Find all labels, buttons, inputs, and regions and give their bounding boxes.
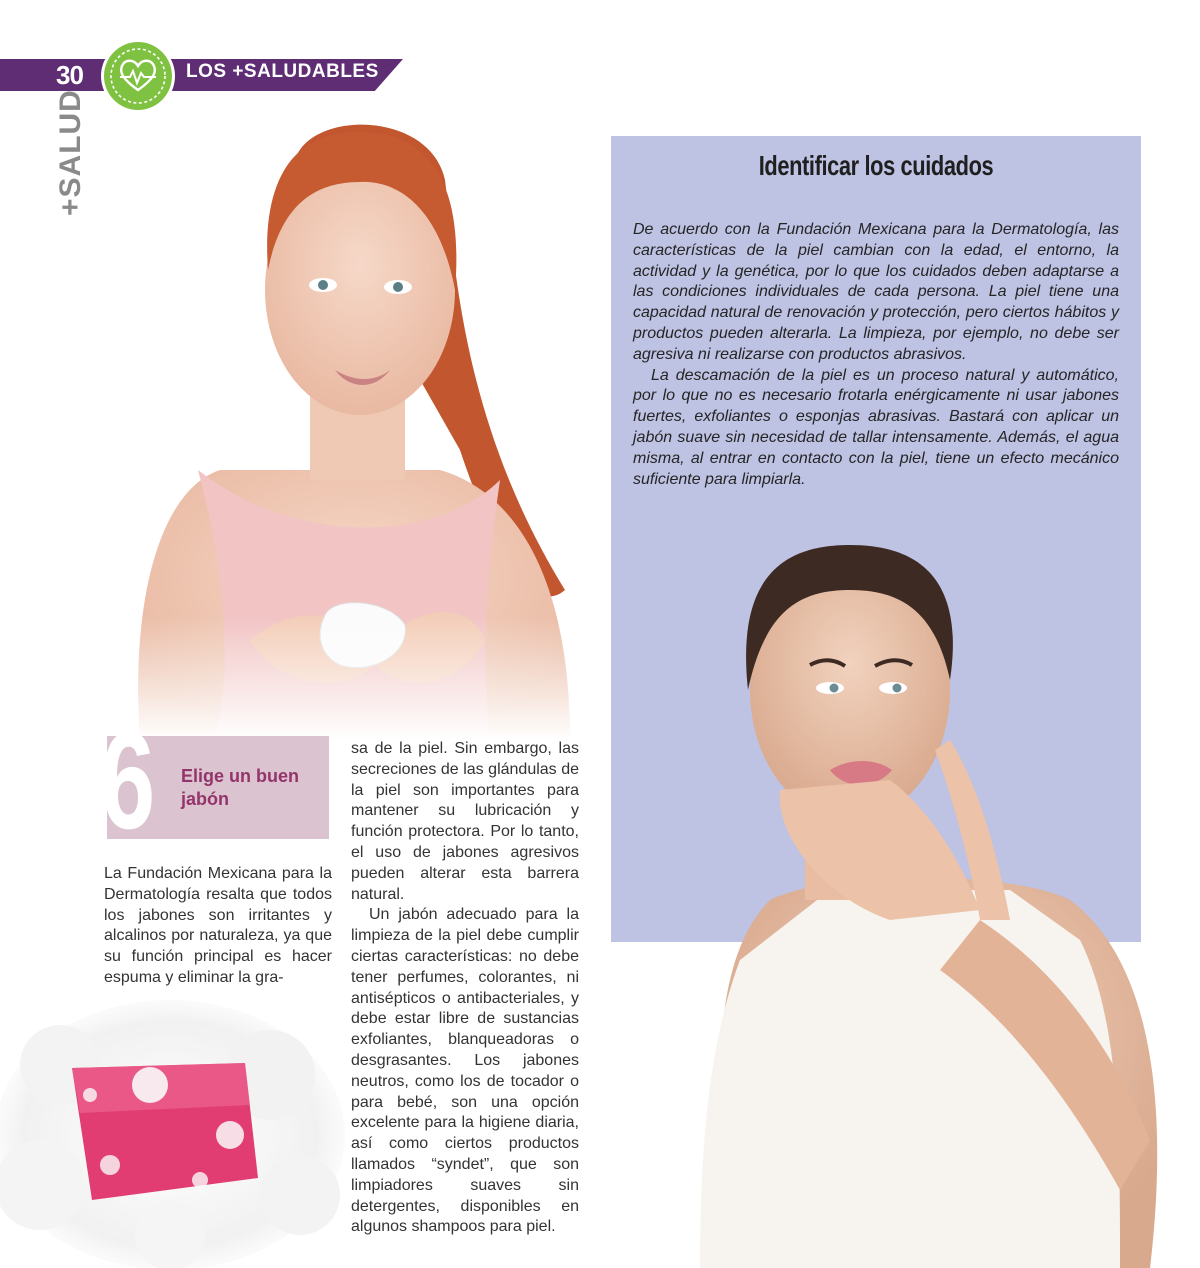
article-column-2 [351,739,579,1238]
heart-pulse-icon [104,42,172,110]
photo-pink-soap-in-foam [0,995,345,1268]
article-paragraph: sa de la piel. Sin embargo, las secreciones de las glándulas de la piel son importantes para mantener su lubricación y función protectora. Por lo tanto, el uso de jabones agresivos pueden alterar esta barrera natural. [351,740,579,903]
photo-woman-touching-face [680,540,1180,1268]
info-paragraph: De acuerdo con la Fundación Mexicana para la Dermatología, las características de la piel cambian con la edad, el entorno, la actividad y la genética, por lo que los cuidados deben adaptarse a las condiciones individuales de cada persona. La piel tiene una capacidad natural de renovación y protección, pero ciertos hábitos y productos pueden alterarla. La limpieza, por ejemplo, no debe ser agresiva ni realizarse con productos abrasivos. [633,221,1119,363]
info-box-title: Identificar los cuidados [758,150,994,181]
vertical-section-label: +SALUD [54,89,87,216]
article-paragraph: La Fundación Mexicana para la Dermatología resalta que todos los jabones son irritantes y alcalinos por naturaleza, ya que su función principal es hacer espuma y eliminar la gra- [104,865,332,986]
info-paragraph: La descamación de la piel es un proceso natural y automático, por lo que no es necesario frotarla enérgicamente ni usar jabones fuertes, exfoliantes o esponjas abrasivas. Bastará con aplicar un jabón suave sin necesidad de tallar intensamente. Además, el agua misma, al entrar en contacto con la piel, tiene un efecto mecánico suficiente para limpiarla. [633,366,1119,488]
page-number: 30 [56,60,83,90]
section-title: LOS +SALUDABLES [186,61,379,82]
info-box-text [633,220,1119,490]
article-title: Elige un buen jabón [181,766,300,809]
photo-woman-holding-soap [110,120,590,740]
article-paragraph: Un jabón adecuado para la limpieza de la piel debe cumplir ciertas características: no debe tener perfumes, colorantes, ni antisépticos o antibacteriales, y debe estar libre de sustancias exfoliantes, blanqueadoras o desgrasantes. Los jabones neutros, como los de tocador o para bebé, son una opción excelente para la higiene diaria, así como ciertos productos llamados “syndet”, que son limpiadores suaves sin detergentes, disponibles en algunos shampoos para piel. [351,906,579,1236]
section-number: 6 [100,704,156,858]
article-column-1 [104,864,332,989]
